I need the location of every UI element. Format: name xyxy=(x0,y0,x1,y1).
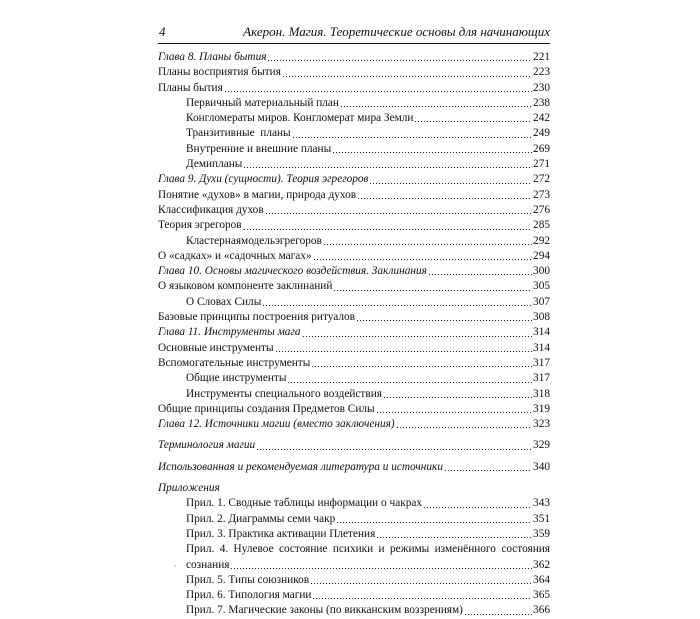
toc-page: 359 xyxy=(533,527,550,540)
toc-page: 238 xyxy=(533,96,550,109)
leader-dots xyxy=(464,614,532,615)
leader-dots xyxy=(282,76,532,77)
toc-entry[interactable] xyxy=(158,203,550,218)
leader-dots xyxy=(333,290,532,291)
toc-appendix-4[interactable] xyxy=(158,542,550,573)
toc-appendix-6[interactable] xyxy=(158,588,550,603)
leader-dots xyxy=(332,152,532,153)
leader-dots xyxy=(356,320,532,321)
toc-title: Классификация духов xyxy=(158,203,264,216)
toc-appendix-5[interactable] xyxy=(158,573,550,588)
leader-dots xyxy=(369,183,532,184)
toc-title: Транзитивные планы xyxy=(186,127,291,140)
leader-dots xyxy=(267,60,532,61)
leader-dots xyxy=(275,351,532,352)
toc-entry[interactable] xyxy=(158,402,550,417)
toc-subentry[interactable] xyxy=(158,234,550,249)
toc-page: 340 xyxy=(533,460,550,473)
toc-page: 362 xyxy=(533,558,550,571)
toc-page: 300 xyxy=(533,265,550,278)
page-number: 4 xyxy=(159,24,166,39)
leader-dots xyxy=(376,537,532,538)
leader-dots xyxy=(376,412,532,413)
toc-title: Внутренние и внешние планы xyxy=(186,142,332,155)
toc-page: 307 xyxy=(533,295,550,308)
table-of-contents xyxy=(158,50,550,619)
toc-chapter-10[interactable] xyxy=(158,264,550,279)
toc-page: 314 xyxy=(533,341,550,354)
leader-dots xyxy=(265,213,532,214)
toc-appendix-3[interactable] xyxy=(158,527,550,542)
running-head: Акерон. Магия. Теоретические основы для начинающих xyxy=(243,24,550,39)
toc-page: 365 xyxy=(533,589,550,602)
leader-dots xyxy=(428,274,532,275)
toc-title: Планы бытия xyxy=(158,81,223,94)
leader-dots xyxy=(396,427,532,428)
appendix-label: Приложения xyxy=(158,482,220,495)
toc-page: 323 xyxy=(533,418,550,431)
leader-dots xyxy=(243,167,532,168)
leader-dots xyxy=(357,198,532,199)
toc-title: Общие принципы создания Предметов Силы xyxy=(158,402,375,415)
toc-page: 242 xyxy=(533,112,550,125)
toc-title: Демипланы xyxy=(186,158,243,171)
leader-dots xyxy=(256,449,532,450)
toc-title: Инструменты специального воздействия xyxy=(186,387,382,400)
toc-title-line-2: сознания xyxy=(186,558,230,571)
leader-dots xyxy=(243,229,532,230)
toc-subentry[interactable] xyxy=(158,126,550,141)
toc-title-line-1: Прил. 4. Нулевое состояние психики и режимы изменённого состояния xyxy=(186,543,550,556)
toc-page: 230 xyxy=(533,81,550,94)
toc-title: Глава 11. Инструменты мага xyxy=(158,326,301,339)
toc-page: 351 xyxy=(533,512,550,525)
toc-subentry[interactable] xyxy=(158,295,550,310)
toc-entry[interactable] xyxy=(158,65,550,80)
toc-title: Планы восприятия бытия xyxy=(158,66,281,79)
toc-page: 364 xyxy=(533,573,550,586)
toc-title: О «садках» и «садочных магах» xyxy=(158,249,312,262)
leader-dots xyxy=(383,397,532,398)
leader-dots xyxy=(312,598,532,599)
toc-page: 317 xyxy=(533,356,550,369)
toc-page: 314 xyxy=(533,326,550,339)
leader-dots xyxy=(292,137,532,138)
toc-subentry[interactable] xyxy=(158,142,550,157)
toc-entry[interactable] xyxy=(158,341,550,356)
toc-page: 319 xyxy=(533,402,550,415)
toc-page: 343 xyxy=(533,497,550,510)
leader-dots xyxy=(302,336,533,337)
toc-chapter-9[interactable] xyxy=(158,172,550,187)
toc-entry[interactable] xyxy=(158,81,550,96)
toc-page: 221 xyxy=(533,51,550,63)
toc-entry[interactable] xyxy=(158,218,550,233)
leader-dots xyxy=(423,507,532,508)
toc-title: Прил. 2. Диаграммы семи чакр xyxy=(186,512,336,525)
toc-page: 272 xyxy=(533,173,550,186)
toc-subentry[interactable] xyxy=(158,157,550,172)
toc-entry[interactable] xyxy=(158,356,550,371)
toc-title: Основные инструменты xyxy=(158,341,274,354)
toc-entry[interactable] xyxy=(158,279,550,294)
toc-title: О Словах Силы xyxy=(186,295,262,308)
toc-page: 305 xyxy=(533,280,550,293)
leader-dots xyxy=(311,366,532,367)
toc-title: Конгломераты миров. Конгломерат мира Земли xyxy=(186,112,414,125)
toc-title: Терминология магии xyxy=(158,439,256,452)
toc-entry[interactable] xyxy=(158,249,550,264)
leader-dots xyxy=(323,244,532,245)
toc-appendix-1[interactable] xyxy=(158,496,550,511)
toc-subentry[interactable] xyxy=(158,387,550,402)
toc-title: Глава 8. Планы бытия xyxy=(158,51,267,63)
toc-page: 273 xyxy=(533,188,550,201)
leader-dots xyxy=(313,259,532,260)
toc-title: Общие инструменты xyxy=(186,372,287,385)
toc-page: 329 xyxy=(533,439,550,452)
leader-dots xyxy=(336,522,532,523)
leader-dots xyxy=(262,305,532,306)
toc-title: Использованная и рекомендуемая литература и источники xyxy=(158,460,443,473)
toc-page: 276 xyxy=(533,203,550,216)
toc-subentry[interactable] xyxy=(158,111,550,126)
toc-title: Прил. 5. Типы союзников xyxy=(186,573,310,586)
leader-dots xyxy=(340,106,532,107)
toc-appendix-7[interactable] xyxy=(158,603,550,618)
toc-page: 294 xyxy=(533,249,550,262)
leader-dots xyxy=(414,121,532,122)
toc-chapter-8[interactable] xyxy=(158,50,550,65)
toc-title: Первичный материальный план xyxy=(186,96,339,109)
toc-terminology[interactable] xyxy=(158,438,550,453)
toc-title: Базовые принципы построения ритуалов xyxy=(158,311,355,324)
toc-page: 318 xyxy=(533,387,550,400)
toc-subentry[interactable] xyxy=(158,96,550,111)
toc-title: Вспомогательные инструменты xyxy=(158,356,311,369)
leader-dots xyxy=(224,91,532,92)
toc-title: Кластернаямодельэгрегоров xyxy=(186,234,322,247)
toc-title: Понятие «духов» в магии, природа духов xyxy=(158,188,357,201)
toc-entry[interactable] xyxy=(158,188,550,203)
toc-title: О языковом компоненте заклинаний xyxy=(158,280,333,293)
toc-title: Глава 10. Основы магического воздействия. Заклинания xyxy=(158,265,427,278)
toc-page: 292 xyxy=(533,234,550,247)
toc-chapter-11[interactable] xyxy=(158,325,550,340)
toc-title: Теория эгрегоров xyxy=(158,219,242,232)
toc-entry[interactable] xyxy=(158,310,550,325)
leader-dots xyxy=(310,583,532,584)
toc-literature[interactable] xyxy=(158,460,550,475)
toc-page: 223 xyxy=(533,66,550,79)
toc-page: 317 xyxy=(533,372,550,385)
toc-title: Прил. 6. Типология магии xyxy=(186,589,312,602)
toc-title: Прил. 1. Сводные таблицы информации о чакрах xyxy=(186,497,423,510)
scan-speck: · xyxy=(174,562,177,571)
toc-page: 308 xyxy=(533,311,550,324)
toc-title: Глава 9. Духи (сущности). Теория эгрегоров xyxy=(158,173,369,186)
toc-page: 271 xyxy=(533,158,550,171)
toc-page: 269 xyxy=(533,142,550,155)
toc-chapter-12[interactable] xyxy=(158,417,550,432)
toc-page: 249 xyxy=(533,127,550,140)
toc-subentry[interactable] xyxy=(158,371,550,386)
page-header xyxy=(158,22,550,44)
leader-dots xyxy=(444,470,532,471)
header-rule xyxy=(158,43,550,44)
toc-title: Прил. 3. Практика активации Плетения xyxy=(186,527,376,540)
toc-page: 285 xyxy=(533,219,550,232)
toc-title: Глава 12. Источники магии (вместо заключения) xyxy=(158,418,395,431)
toc-page: 366 xyxy=(533,604,550,617)
toc-title: Прил. 7. Магические законы (по викканским воззрениям) xyxy=(186,604,463,617)
leader-dots xyxy=(287,382,532,383)
toc-appendix-2[interactable] xyxy=(158,512,550,527)
leader-dots xyxy=(230,568,532,569)
